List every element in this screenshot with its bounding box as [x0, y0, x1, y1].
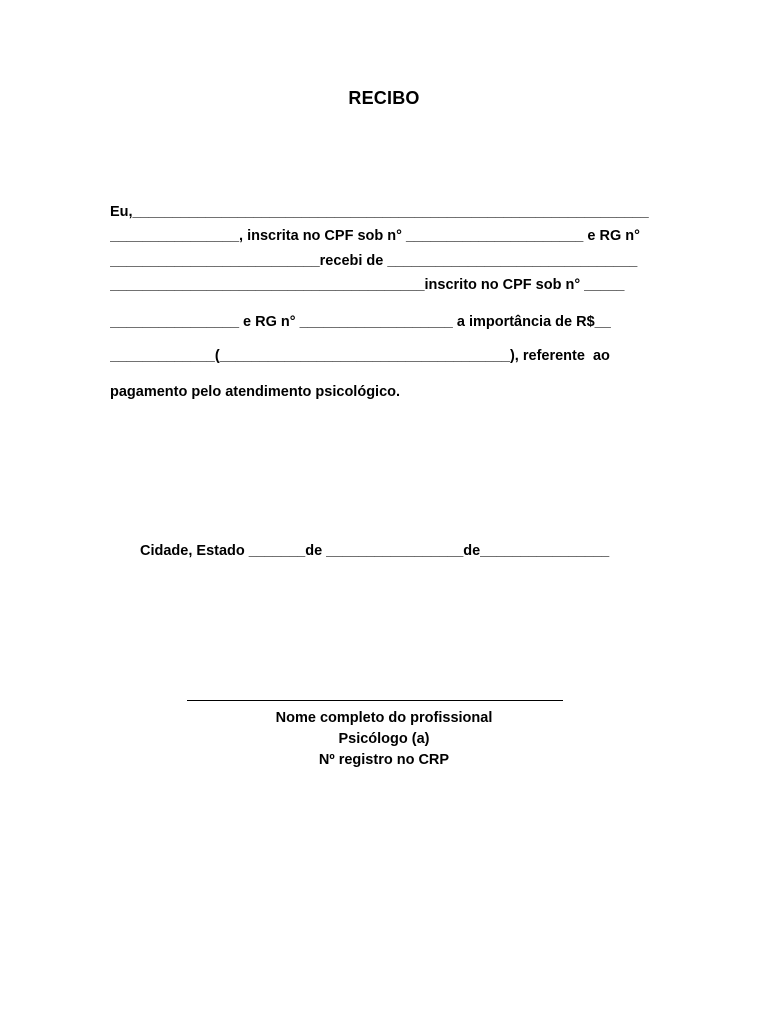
- date-line: Cidade, Estado _______de _________________de________________: [140, 543, 610, 559]
- professional-name-label: Nome completo do profissional: [275, 710, 493, 726]
- body-line-3: __________________________recebi de _______________________________: [110, 253, 638, 269]
- signature-line: [187, 700, 563, 701]
- body-line-2: ________________, inscrita no CPF sob n° ______________________ e RG n°: [110, 228, 640, 244]
- crp-registry-label: Nº registro no CRP: [318, 752, 450, 768]
- document-title: RECIBO: [348, 88, 420, 108]
- body-line-1: Eu,________________________________________________________________: [110, 204, 649, 220]
- professional-role-label: Psicólogo (a): [338, 731, 430, 747]
- body-line-6: _____________(____________________________________), referente ao: [110, 348, 610, 364]
- body-line-5: ________________ e RG n° ___________________ a importância de R$__: [110, 314, 611, 330]
- body-line-7: pagamento pelo atendimento psicológico.: [110, 384, 401, 400]
- body-line-4: _______________________________________inscrito no CPF sob n° _____: [110, 277, 625, 293]
